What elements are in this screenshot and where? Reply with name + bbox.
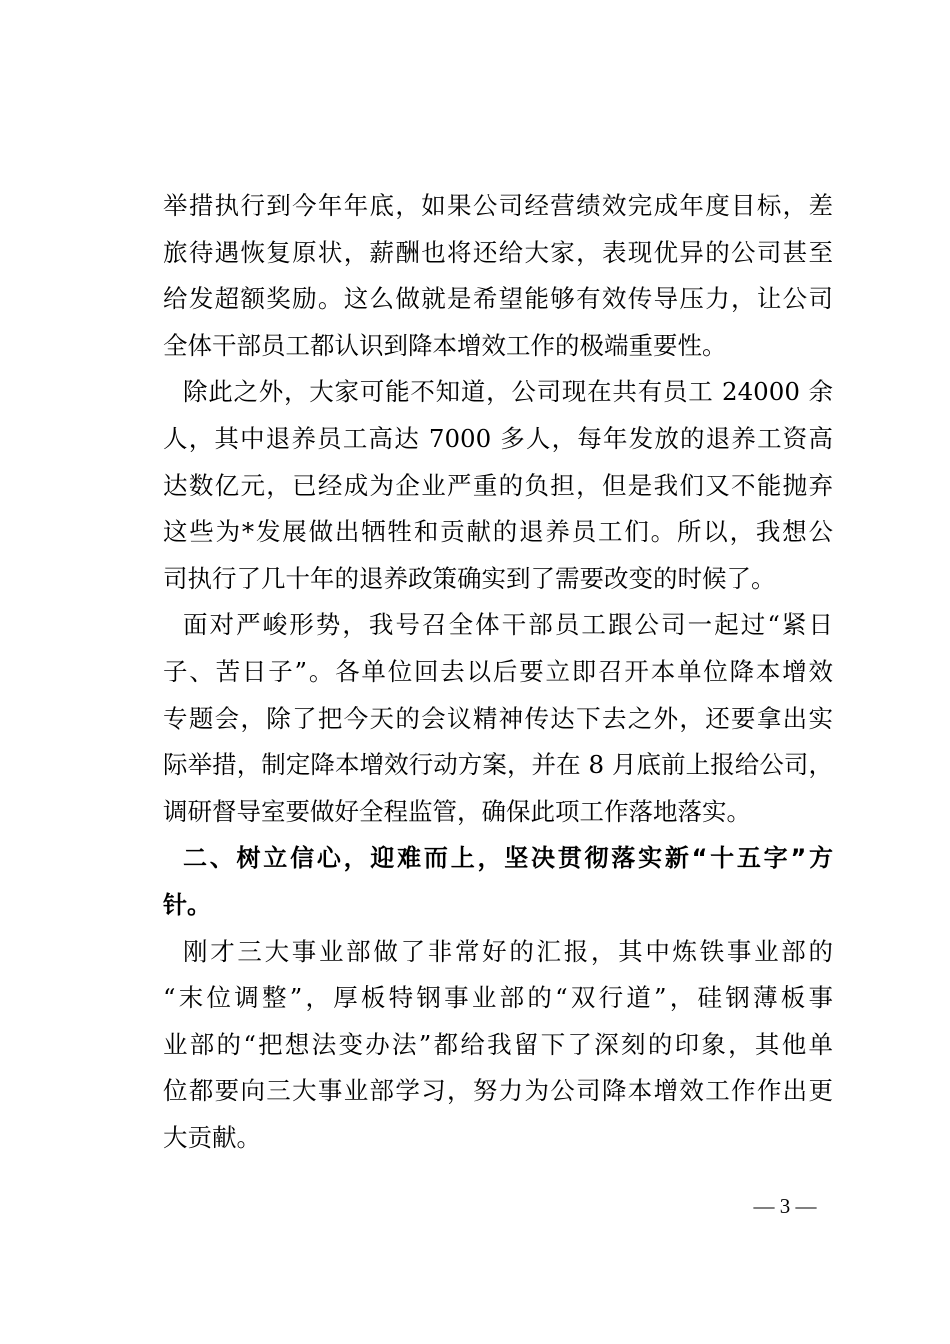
- text-line: 刚才三大事业部做了非常好的汇报，其中炼铁事业部的: [183, 936, 833, 966]
- section-heading: 二、树立信心，迎难而上，坚决贯彻落实新“十五字”方: [183, 844, 833, 873]
- body-text: [163, 183, 833, 1161]
- text-line: 除此之外，大家可能不知道，公司现在共有员工 24000 余: [183, 377, 833, 407]
- text-line: 给发超额奖励。这么做就是希望能够有效传导压力，让公司: [163, 284, 833, 314]
- text-line: 大贡献。: [163, 1122, 261, 1152]
- text-line: 面对严峻形势，我号召全体干部员工跟公司一起过“紧日: [183, 610, 833, 640]
- text-line: 举措执行到今年年底，如果公司经营绩效完成年度目标，差: [163, 191, 833, 220]
- text-line: 专题会，除了把今天的会议精神传达下去之外，还要拿出实: [163, 703, 833, 733]
- text-line: 人，其中退养员工高达 7000 多人，每年发放的退养工资高: [163, 423, 833, 453]
- text-line: 调研督导室要做好全程监管，确保此项工作落地落实。: [163, 796, 751, 826]
- text-line: 达数亿元，已经成为企业严重的负担，但是我们又不能抛弃: [163, 470, 833, 500]
- section-heading: 针。: [163, 890, 211, 919]
- text-line: 全体干部员工都认识到降本增效工作的极端重要性。: [163, 330, 727, 360]
- text-line: “末位调整”，厚板特钢事业部的“双行道”，硅钢薄板事: [163, 983, 833, 1013]
- text-line: 这些为*发展做出牺牲和贡献的退养员工们。所以，我想公: [163, 517, 833, 547]
- page-number: — 3 —: [753, 1194, 817, 1218]
- text-line: 司执行了几十年的退养政策确实到了需要改变的时候了。: [163, 563, 776, 593]
- text-line: 际举措，制定降本增效行动方案，并在 8 月底前上报给公司，: [163, 750, 833, 780]
- text-line: 旅待遇恢复原状，薪酬也将还给大家，表现优异的公司甚至: [163, 237, 833, 267]
- text-line: 业部的“把想法变办法”都给我留下了深刻的印象，其他单: [163, 1029, 833, 1059]
- text-line: 位都要向三大事业部学习，努力为公司降本增效工作作出更: [163, 1076, 833, 1106]
- text-line: 子、苦日子”。各单位回去以后要立即召开本单位降本增效: [163, 656, 833, 686]
